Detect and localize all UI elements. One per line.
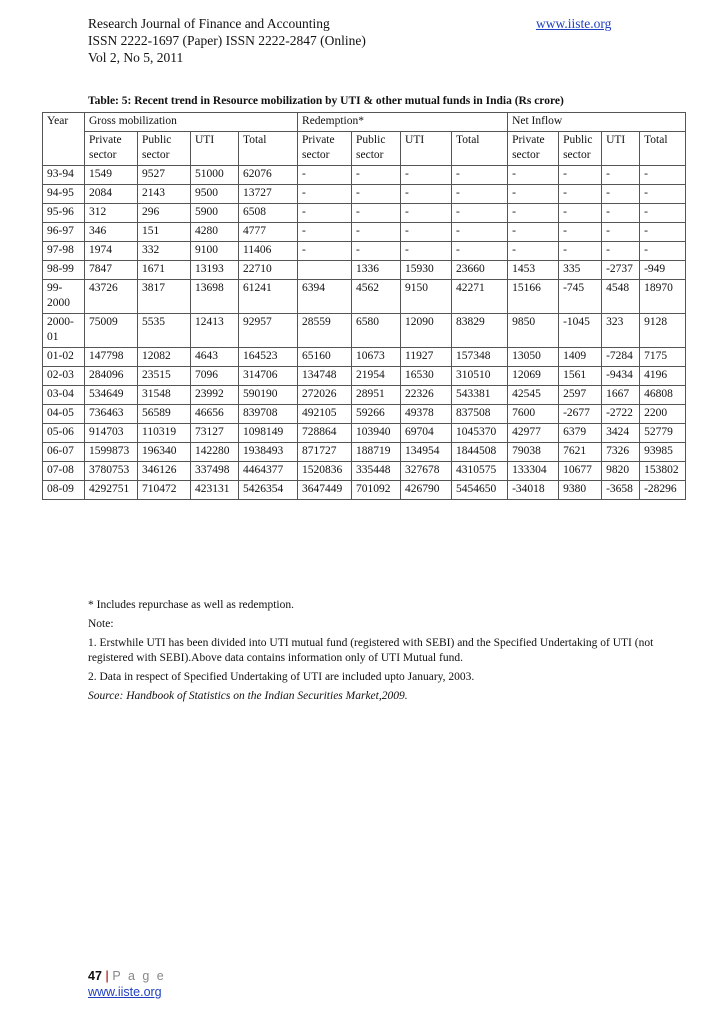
value-cell: 6394 — [298, 280, 352, 314]
value-cell: 21954 — [352, 367, 401, 386]
value-cell: 11406 — [239, 242, 298, 261]
value-cell: 13727 — [239, 185, 298, 204]
value-cell: - — [640, 166, 686, 185]
value-cell: 346 — [85, 223, 138, 242]
value-cell: 188719 — [352, 443, 401, 462]
value-cell: 52779 — [640, 424, 686, 443]
value-cell: 423131 — [191, 481, 239, 500]
value-cell: 142280 — [191, 443, 239, 462]
value-cell: - — [401, 223, 452, 242]
value-cell: - — [298, 185, 352, 204]
note-2: 2. Data in respect of Specified Undertaking of UTI are included upto January, 2003. — [88, 671, 475, 683]
value-cell: 43726 — [85, 280, 138, 314]
value-cell: 1409 — [559, 348, 602, 367]
value-cell: 736463 — [85, 405, 138, 424]
value-cell: 9850 — [508, 314, 559, 348]
value-cell: - — [508, 204, 559, 223]
value-cell: 4562 — [352, 280, 401, 314]
year-cell: 98-99 — [43, 261, 85, 280]
value-cell: 1520836 — [298, 462, 352, 481]
value-cell: 323 — [602, 314, 640, 348]
value-cell: 426790 — [401, 481, 452, 500]
value-cell: 51000 — [191, 166, 239, 185]
year-cell: 94-95 — [43, 185, 85, 204]
table-row — [43, 314, 686, 348]
value-cell: -2722 — [602, 405, 640, 424]
value-cell: - — [452, 166, 508, 185]
year-cell: 99-2000 — [43, 280, 85, 314]
value-cell: - — [452, 242, 508, 261]
value-cell: 23992 — [191, 386, 239, 405]
note-label: Note: — [88, 618, 114, 630]
value-cell: 16530 — [401, 367, 452, 386]
value-cell: 335448 — [352, 462, 401, 481]
value-cell: - — [508, 223, 559, 242]
notes-section — [88, 598, 688, 708]
sub-header-cell: Total — [640, 132, 686, 166]
sub-header-cell: Private sector — [508, 132, 559, 166]
value-cell: 5454650 — [452, 481, 508, 500]
value-cell: 3817 — [138, 280, 191, 314]
value-cell: 2143 — [138, 185, 191, 204]
value-cell: 837508 — [452, 405, 508, 424]
value-cell: - — [352, 223, 401, 242]
value-cell: 9527 — [138, 166, 191, 185]
page-number: 47 — [88, 969, 102, 983]
table-row — [43, 166, 686, 185]
table-row — [43, 261, 686, 280]
value-cell: 1453 — [508, 261, 559, 280]
value-cell: - — [298, 242, 352, 261]
value-cell: 15930 — [401, 261, 452, 280]
sub-header-cell: Public sector — [352, 132, 401, 166]
table-row — [43, 405, 686, 424]
table-row — [43, 367, 686, 386]
value-cell: 153802 — [640, 462, 686, 481]
year-cell: 95-96 — [43, 204, 85, 223]
value-cell: - — [559, 166, 602, 185]
value-cell: 728864 — [298, 424, 352, 443]
value-cell: 5900 — [191, 204, 239, 223]
value-cell: 28951 — [352, 386, 401, 405]
value-cell: - — [298, 223, 352, 242]
value-cell: - — [452, 204, 508, 223]
value-cell: 543381 — [452, 386, 508, 405]
table-row — [43, 462, 686, 481]
value-cell: - — [640, 242, 686, 261]
footer-url-link[interactable]: www.iiste.org — [88, 985, 162, 999]
value-cell: 4292751 — [85, 481, 138, 500]
value-cell: 7096 — [191, 367, 239, 386]
value-cell: 110319 — [138, 424, 191, 443]
value-cell: - — [401, 166, 452, 185]
value-cell: 4196 — [640, 367, 686, 386]
table-body — [43, 166, 686, 500]
year-cell: 04-05 — [43, 405, 85, 424]
value-cell: - — [401, 185, 452, 204]
value-cell: - — [352, 204, 401, 223]
value-cell: 6580 — [352, 314, 401, 348]
value-cell: 9820 — [602, 462, 640, 481]
table-caption: Table: 5: Recent trend in Resource mobilization by UTI & other mutual funds in India (Rs crore) — [88, 95, 564, 107]
value-cell: 65160 — [298, 348, 352, 367]
value-cell: 79038 — [508, 443, 559, 462]
table-row — [43, 280, 686, 314]
sub-header-cell: Public sector — [559, 132, 602, 166]
value-cell: 69704 — [401, 424, 452, 443]
value-cell: - — [602, 223, 640, 242]
value-cell: 49378 — [401, 405, 452, 424]
value-cell: 914703 — [85, 424, 138, 443]
note-1: 1. Erstwhile UTI has been divided into UTI mutual fund (registered with SEBI) and the Specified Undertaking of UTI (not registered with SEBI).Above data contains information only of UTI Mutual fund. — [88, 637, 654, 664]
value-cell: 1844508 — [452, 443, 508, 462]
value-cell: 3647449 — [298, 481, 352, 500]
value-cell: 46656 — [191, 405, 239, 424]
value-cell: 13698 — [191, 280, 239, 314]
page-word: P a g e — [112, 969, 166, 983]
table-row — [43, 424, 686, 443]
value-cell: 164523 — [239, 348, 298, 367]
value-cell: 4310575 — [452, 462, 508, 481]
value-cell: -28296 — [640, 481, 686, 500]
sub-header-row — [43, 132, 686, 166]
value-cell: 59266 — [352, 405, 401, 424]
value-cell: 1667 — [602, 386, 640, 405]
value-cell: 22326 — [401, 386, 452, 405]
value-cell: - — [602, 242, 640, 261]
value-cell: 23660 — [452, 261, 508, 280]
value-cell: 13050 — [508, 348, 559, 367]
value-cell: 147798 — [85, 348, 138, 367]
value-cell: - — [640, 185, 686, 204]
year-cell: 02-03 — [43, 367, 85, 386]
value-cell: 296 — [138, 204, 191, 223]
value-cell: 196340 — [138, 443, 191, 462]
value-cell: 11927 — [401, 348, 452, 367]
value-cell: 9500 — [191, 185, 239, 204]
sub-header-cell: Private sector — [298, 132, 352, 166]
value-cell: - — [352, 185, 401, 204]
sub-header-cell: UTI — [191, 132, 239, 166]
value-cell: 9380 — [559, 481, 602, 500]
value-cell: -34018 — [508, 481, 559, 500]
value-cell: 1938493 — [239, 443, 298, 462]
value-cell: 1098149 — [239, 424, 298, 443]
value-cell: 2200 — [640, 405, 686, 424]
value-cell: -1045 — [559, 314, 602, 348]
value-cell: 5535 — [138, 314, 191, 348]
page-footer — [88, 968, 166, 1000]
value-cell: 7175 — [640, 348, 686, 367]
value-cell: 42977 — [508, 424, 559, 443]
value-cell: 1974 — [85, 242, 138, 261]
volume-line: Vol 2, No 5, 2011 — [88, 50, 184, 65]
value-cell: 1599873 — [85, 443, 138, 462]
value-cell: - — [508, 166, 559, 185]
value-cell: 1045370 — [452, 424, 508, 443]
sub-header-cell: Total — [452, 132, 508, 166]
sub-header-cell: Total — [239, 132, 298, 166]
value-cell: 103940 — [352, 424, 401, 443]
sub-header-cell: UTI — [401, 132, 452, 166]
value-cell: - — [640, 223, 686, 242]
year-cell: 03-04 — [43, 386, 85, 405]
value-cell: 9150 — [401, 280, 452, 314]
value-cell: 15166 — [508, 280, 559, 314]
value-cell: 6379 — [559, 424, 602, 443]
value-cell: - — [602, 166, 640, 185]
value-cell: 590190 — [239, 386, 298, 405]
value-cell: - — [559, 223, 602, 242]
value-cell: - — [640, 204, 686, 223]
value-cell: 42271 — [452, 280, 508, 314]
value-cell: - — [508, 242, 559, 261]
value-cell: 1336 — [352, 261, 401, 280]
table-row — [43, 223, 686, 242]
page-separator: | — [105, 969, 109, 983]
value-cell: 871727 — [298, 443, 352, 462]
value-cell: 2084 — [85, 185, 138, 204]
value-cell: 272026 — [298, 386, 352, 405]
value-cell: - — [401, 204, 452, 223]
value-cell: 157348 — [452, 348, 508, 367]
value-cell: 534649 — [85, 386, 138, 405]
value-cell: -2737 — [602, 261, 640, 280]
value-cell: - — [602, 185, 640, 204]
value-cell: 151 — [138, 223, 191, 242]
value-cell: 23515 — [138, 367, 191, 386]
value-cell: 6508 — [239, 204, 298, 223]
page-number-line — [88, 968, 166, 984]
value-cell: -7284 — [602, 348, 640, 367]
value-cell: 12069 — [508, 367, 559, 386]
value-cell: 310510 — [452, 367, 508, 386]
value-cell: 7621 — [559, 443, 602, 462]
value-cell: - — [559, 242, 602, 261]
value-cell: 12413 — [191, 314, 239, 348]
value-cell: - — [352, 166, 401, 185]
value-cell: - — [352, 242, 401, 261]
sub-header-cell: UTI — [602, 132, 640, 166]
year-cell: 2000-01 — [43, 314, 85, 348]
value-cell: 337498 — [191, 462, 239, 481]
value-cell: 1549 — [85, 166, 138, 185]
value-cell: 18970 — [640, 280, 686, 314]
value-cell: - — [298, 166, 352, 185]
value-cell: 31548 — [138, 386, 191, 405]
year-header: Year — [43, 113, 85, 166]
value-cell: -3658 — [602, 481, 640, 500]
journal-title: Research Journal of Finance and Accounting — [88, 16, 330, 31]
value-cell: 62076 — [239, 166, 298, 185]
value-cell: 42545 — [508, 386, 559, 405]
value-cell: -9434 — [602, 367, 640, 386]
table-row — [43, 481, 686, 500]
table-head — [43, 113, 686, 166]
year-cell: 07-08 — [43, 462, 85, 481]
value-cell: 9128 — [640, 314, 686, 348]
resource-mobilization-table — [42, 112, 686, 500]
value-cell: 83829 — [452, 314, 508, 348]
value-cell: 335 — [559, 261, 602, 280]
issn-line: ISSN 2222-1697 (Paper) ISSN 2222-2847 (Online) — [88, 33, 366, 48]
value-cell: 492105 — [298, 405, 352, 424]
value-cell: 28559 — [298, 314, 352, 348]
value-cell: 10677 — [559, 462, 602, 481]
net-inflow-header: Net Inflow — [508, 113, 686, 132]
value-cell: 22710 — [239, 261, 298, 280]
value-cell: 839708 — [239, 405, 298, 424]
value-cell: 12082 — [138, 348, 191, 367]
value-cell: 7600 — [508, 405, 559, 424]
value-cell: 346126 — [138, 462, 191, 481]
year-cell: 96-97 — [43, 223, 85, 242]
value-cell: 133304 — [508, 462, 559, 481]
value-cell: 56589 — [138, 405, 191, 424]
value-cell: -2677 — [559, 405, 602, 424]
value-cell: 3424 — [602, 424, 640, 443]
gross-mobilization-header: Gross mobilization — [85, 113, 298, 132]
value-cell: 75009 — [85, 314, 138, 348]
value-cell — [298, 261, 352, 280]
value-cell: 1671 — [138, 261, 191, 280]
value-cell: -745 — [559, 280, 602, 314]
table-row — [43, 443, 686, 462]
sub-header-cell: Private sector — [85, 132, 138, 166]
value-cell: 46808 — [640, 386, 686, 405]
value-cell: - — [401, 242, 452, 261]
table-row — [43, 185, 686, 204]
value-cell: 10673 — [352, 348, 401, 367]
value-cell: 312 — [85, 204, 138, 223]
group-header-row — [43, 113, 686, 132]
source-note: Source: Handbook of Statistics on the Indian Securities Market,2009. — [88, 690, 408, 702]
value-cell: 134748 — [298, 367, 352, 386]
journal-url-link[interactable]: www.iiste.org — [536, 16, 612, 31]
value-cell: 12090 — [401, 314, 452, 348]
year-cell: 01-02 — [43, 348, 85, 367]
value-cell: 3780753 — [85, 462, 138, 481]
value-cell: - — [602, 204, 640, 223]
value-cell: 314706 — [239, 367, 298, 386]
value-cell: 93985 — [640, 443, 686, 462]
value-cell: 284096 — [85, 367, 138, 386]
redemption-header: Redemption* — [298, 113, 508, 132]
value-cell: - — [452, 185, 508, 204]
value-cell: 61241 — [239, 280, 298, 314]
sub-header-cell: Public sector — [138, 132, 191, 166]
value-cell: 4464377 — [239, 462, 298, 481]
table-row — [43, 242, 686, 261]
table-row — [43, 204, 686, 223]
value-cell: 73127 — [191, 424, 239, 443]
value-cell: 701092 — [352, 481, 401, 500]
value-cell: 92957 — [239, 314, 298, 348]
year-cell: 06-07 — [43, 443, 85, 462]
value-cell: - — [298, 204, 352, 223]
value-cell: 4777 — [239, 223, 298, 242]
value-cell: -949 — [640, 261, 686, 280]
value-cell: 13193 — [191, 261, 239, 280]
value-cell: 5426354 — [239, 481, 298, 500]
value-cell: 4548 — [602, 280, 640, 314]
value-cell: 4643 — [191, 348, 239, 367]
value-cell: 4280 — [191, 223, 239, 242]
year-cell: 05-06 — [43, 424, 85, 443]
value-cell: 7847 — [85, 261, 138, 280]
table-row — [43, 348, 686, 367]
year-cell: 97-98 — [43, 242, 85, 261]
year-cell: 08-09 — [43, 481, 85, 500]
value-cell: 1561 — [559, 367, 602, 386]
value-cell: 327678 — [401, 462, 452, 481]
table-row — [43, 386, 686, 405]
year-cell: 93-94 — [43, 166, 85, 185]
value-cell: - — [559, 204, 602, 223]
value-cell: - — [452, 223, 508, 242]
value-cell: - — [508, 185, 559, 204]
value-cell: 2597 — [559, 386, 602, 405]
value-cell: 332 — [138, 242, 191, 261]
asterisk-note: * Includes repurchase as well as redemption. — [88, 599, 294, 611]
value-cell: 9100 — [191, 242, 239, 261]
value-cell: 134954 — [401, 443, 452, 462]
value-cell: 710472 — [138, 481, 191, 500]
value-cell: - — [559, 185, 602, 204]
value-cell: 7326 — [602, 443, 640, 462]
